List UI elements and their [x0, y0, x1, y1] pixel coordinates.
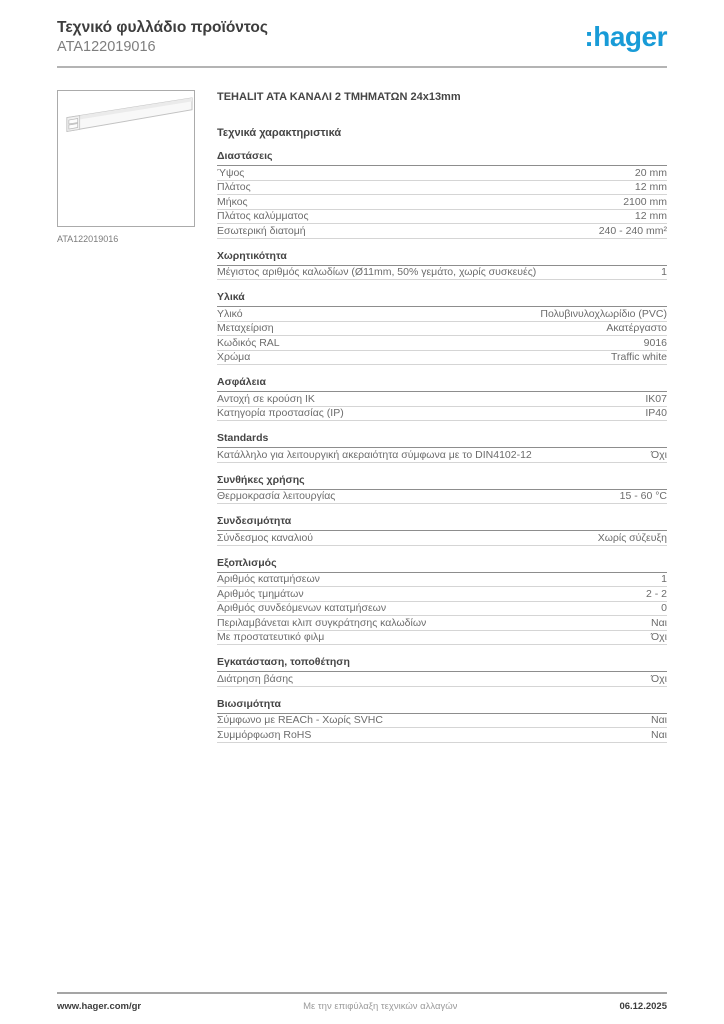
- tech-characteristics-heading: Τεχνικά χαρακτηριστικά: [217, 127, 342, 139]
- website-link[interactable]: www.hager.com/gr: [57, 1001, 142, 1012]
- spec-section-title: Βιωσιμότητα: [217, 699, 667, 714]
- spec-value: 9016: [643, 336, 667, 349]
- spec-row: [217, 714, 667, 729]
- spec-section-title: Εγκατάσταση, τοποθέτηση: [217, 657, 667, 672]
- spec-column: [217, 90, 667, 743]
- spec-row: [217, 616, 667, 631]
- spec-label: Μεταχείριση: [217, 322, 274, 334]
- spec-row: [217, 448, 667, 463]
- spec-row: [217, 672, 667, 687]
- product-title: TEHALIT ATA ΚΑΝΑΛΙ 2 ΤΜΗΜΑΤΩΝ 24x13mm: [217, 91, 461, 103]
- spec-label: Σύμφωνο με REACh - Χωρίς SVHC: [217, 714, 383, 726]
- spec-value: 20 mm: [634, 166, 667, 179]
- spec-value: 240 - 240 mm²: [598, 224, 667, 237]
- spec-value: IP40: [645, 407, 667, 419]
- spec-section: [217, 516, 667, 546]
- spec-label: Μήκος: [217, 195, 248, 208]
- spec-value: Όχι: [651, 672, 667, 685]
- main-content: [57, 90, 667, 743]
- spec-value: Traffic white: [610, 351, 667, 363]
- document-title: Τεχνικό φυλλάδιο προϊόντος: [57, 19, 268, 36]
- spec-row: [217, 392, 667, 407]
- hager-logo: :hager: [584, 21, 667, 52]
- product-code: ATA122019016: [57, 39, 156, 55]
- spec-label: Διάτρηση βάσης: [217, 672, 294, 685]
- spec-section: [217, 475, 667, 505]
- footer-date: 06.12.2025: [619, 1001, 667, 1012]
- product-image: [57, 90, 195, 227]
- spec-value: Πολυβινυλοχλωρίδιο (PVC): [540, 307, 667, 320]
- spec-label: Χρώμα: [217, 351, 251, 363]
- spec-label: Αριθμός κατατμήσεων: [217, 573, 320, 585]
- spec-value: Ναι: [651, 714, 667, 726]
- spec-section-title: Συνθήκες χρήσης: [217, 475, 667, 490]
- spec-label: Πλάτος καλύμματος: [217, 210, 309, 222]
- spec-label: Αριθμός συνδεόμενων κατατμήσεων: [217, 602, 387, 614]
- spec-value: 2100 mm: [623, 195, 667, 208]
- spec-section: [217, 377, 667, 421]
- spec-row: [217, 631, 667, 646]
- spec-row: [217, 728, 667, 743]
- spec-label: Πλάτος: [217, 181, 251, 193]
- spec-value: Χωρίς σύζευξη: [597, 531, 667, 544]
- spec-row: [217, 224, 667, 239]
- spec-row: [217, 181, 667, 196]
- spec-label: Συμμόρφωση RoHS: [217, 728, 312, 741]
- spec-label: Κατάλληλο για λειτουργική ακεραιότητα σύμφωνα με το DIN4102-12: [217, 448, 532, 461]
- spec-label: Αριθμός τμημάτων: [217, 587, 304, 600]
- spec-value: 1: [661, 573, 667, 585]
- spec-label: Κωδικός RAL: [217, 336, 280, 349]
- spec-value: 15 - 60 °C: [619, 490, 667, 502]
- spec-section: [217, 292, 667, 365]
- spec-row: [217, 307, 667, 322]
- spec-row: [217, 336, 667, 351]
- spec-label: Με προστατευτικό φιλμ: [217, 631, 325, 643]
- spec-label: Αντοχή σε κρούση IK: [217, 392, 315, 405]
- spec-value: Ναι: [651, 728, 667, 741]
- footer-disclaimer: Με την επιφύλαξη τεχνικών αλλαγών: [303, 1001, 458, 1012]
- spec-value: Ναι: [651, 616, 667, 629]
- header-divider: [57, 66, 667, 68]
- spec-section: [217, 657, 667, 687]
- spec-row: [217, 166, 667, 181]
- spec-section: [217, 558, 667, 646]
- spec-row: [217, 266, 667, 281]
- spec-label: Μέγιστος αριθμός καλωδίων (Ø11mm, 50% γεμάτο, χωρίς συσκευές): [217, 266, 537, 278]
- spec-label: Κατηγορία προστασίας (IP): [217, 407, 344, 419]
- spec-section: [217, 433, 667, 463]
- spec-label: Θερμοκρασία λειτουργίας: [217, 490, 336, 502]
- spec-row: [217, 210, 667, 225]
- spec-row: [217, 531, 667, 546]
- spec-value: 12 mm: [634, 210, 667, 222]
- spec-value: Όχι: [651, 631, 667, 643]
- spec-section-title: Εξοπλισμός: [217, 558, 667, 573]
- spec-sections: [217, 151, 667, 743]
- spec-section: [217, 151, 667, 239]
- spec-row: [217, 195, 667, 210]
- spec-row: [217, 407, 667, 422]
- spec-section-title: Χωρητικότητα: [217, 251, 667, 266]
- spec-section: [217, 251, 667, 281]
- document-header: [57, 19, 667, 55]
- spec-label: Υλικό: [217, 307, 243, 320]
- spec-value: Ακατέργαστο: [606, 322, 667, 334]
- spec-label: Σύνδεσμος καναλιού: [217, 531, 314, 544]
- spec-row: [217, 573, 667, 588]
- spec-value: 12 mm: [634, 181, 667, 193]
- spec-row: [217, 587, 667, 602]
- spec-section-title: Διαστάσεις: [217, 151, 667, 166]
- spec-label: Εσωτερική διατομή: [217, 224, 306, 237]
- document-footer: [57, 992, 667, 1012]
- spec-section-title: Standards: [217, 433, 667, 448]
- spec-label: Ύψος: [217, 166, 245, 179]
- spec-label: Περιλαμβάνεται κλιπ συγκράτησης καλωδίων: [217, 616, 427, 629]
- trunking-illustration: [58, 91, 194, 226]
- spec-row: [217, 602, 667, 617]
- spec-row: [217, 490, 667, 505]
- spec-value: 0: [661, 602, 667, 614]
- spec-value: Όχι: [651, 448, 667, 461]
- spec-section: [217, 699, 667, 743]
- spec-value: 1: [661, 266, 667, 278]
- spec-row: [217, 322, 667, 337]
- spec-section-title: Υλικά: [217, 292, 667, 307]
- spec-section-title: Συνδεσιμότητα: [217, 516, 667, 531]
- spec-value: IK07: [645, 392, 667, 405]
- product-image-caption: ATA122019016: [57, 234, 119, 244]
- spec-section-title: Ασφάλεια: [217, 377, 667, 392]
- header-text-block: [57, 19, 667, 55]
- product-image-column: [57, 90, 217, 743]
- spec-value: 2 - 2: [645, 587, 667, 600]
- spec-row: [217, 351, 667, 366]
